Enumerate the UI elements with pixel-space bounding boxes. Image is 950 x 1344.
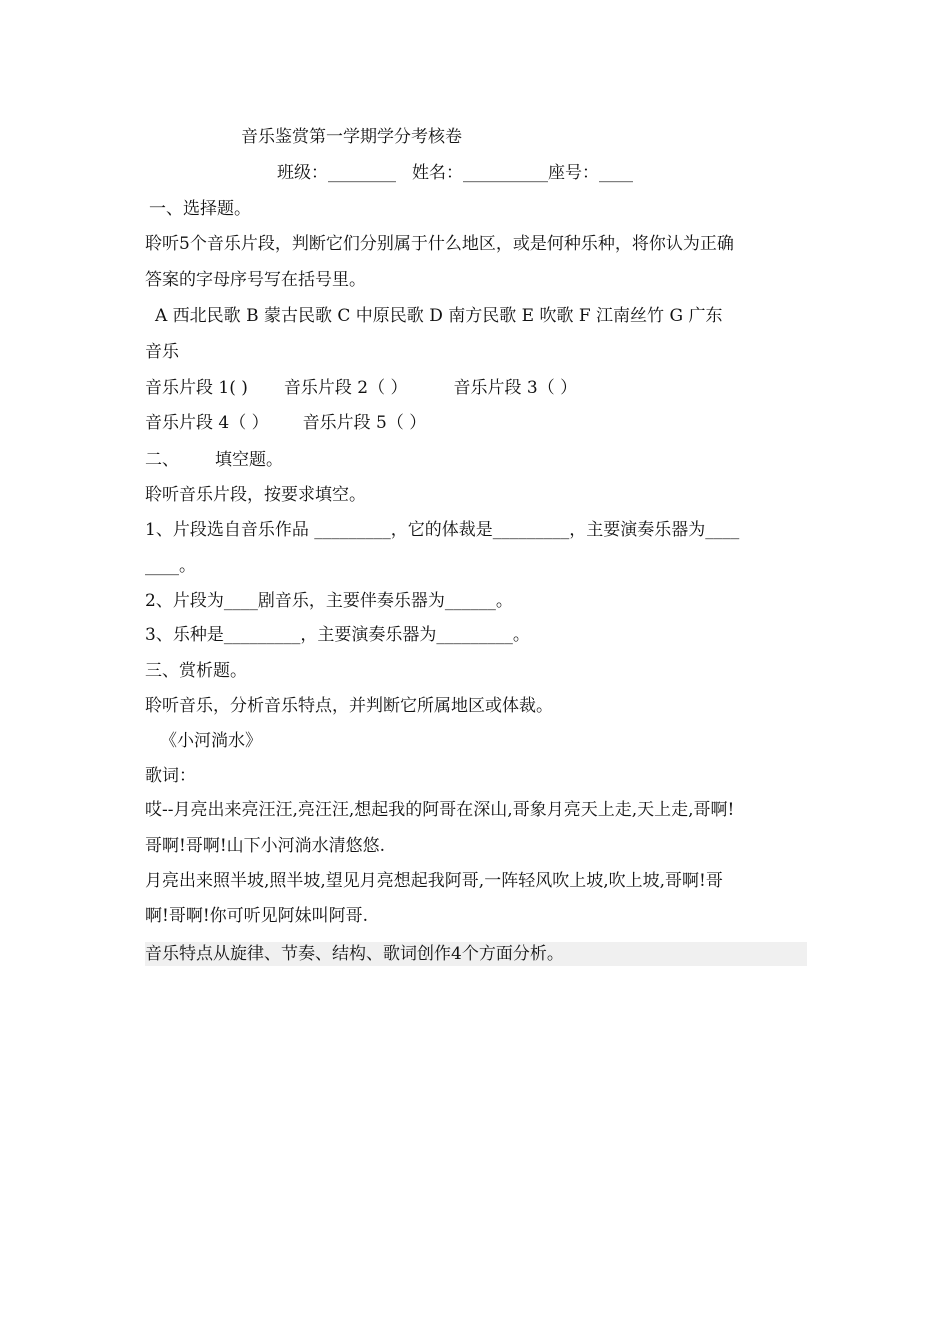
clip-item: 音乐片段 5（ ） (302, 413, 427, 433)
section1-instruction-line1: 聆听5个音乐片段，判断它们分别属于什么地区，或是何种乐种，将你认为正确 (145, 234, 734, 254)
lyrics-verse1-line1: 哎--月亮出来亮汪汪,亮汪汪,想起我的阿哥在深山,哥象月亮天上走,天上走,哥啊! (145, 800, 735, 820)
song-title: 《小河淌水》 (160, 731, 262, 751)
lyrics-label: 歌词： (145, 766, 196, 786)
fill-question-1-line1: 1、片段选自音乐作品 _________，它的体裁是_________，主要演奏乐器为____ (145, 520, 740, 540)
clip-item: 音乐片段 3（ ） (453, 378, 578, 398)
analysis-note: 音乐特点从旋律、节奏、结构、歌词创作4个方面分析。 (145, 942, 807, 966)
clip-row-2 (145, 411, 807, 435)
name-field: 姓名：__________ (412, 163, 548, 183)
lyrics-verse2-line1: 月亮出来照半坡,照半坡,望见月亮想起我阿哥,一阵轻风吹上坡,吹上坡,哥啊!哥 (145, 871, 723, 891)
page-title: 音乐鉴赏第一学期学分考核卷 (241, 127, 462, 147)
lyrics-verse1-line2: 哥啊!哥啊!山下小河淌水清悠悠. (145, 836, 386, 856)
seat-field: 座号：____ (548, 163, 633, 183)
fill-question-3: 3、乐种是_________，主要演奏乐器为_________。 (145, 625, 530, 645)
student-info-line (277, 161, 939, 185)
answer-options-line1: A 西北民歌 B 蒙古民歌 C 中原民歌 D 南方民歌 E 吹歌 F 江南丝竹 G 广东 (155, 306, 723, 326)
fill-question-2: 2、片段为____剧音乐，主要伴奏乐器为______。 (145, 591, 513, 611)
clip-item: 音乐片段 1( ) (145, 378, 248, 398)
section2-heading (145, 448, 807, 472)
class-field: 班级：________ (277, 163, 396, 183)
clip-row-1 (145, 376, 807, 400)
section1-instruction-line2: 答案的字母序号写在括号里。 (145, 270, 366, 290)
section3-instruction: 聆听音乐，分析音乐特点，并判断它所属地区或体裁。 (145, 696, 553, 716)
section2-number: 二、 (145, 450, 179, 470)
lyrics-verse2-line2: 啊!哥啊!你可听见阿妹叫阿哥. (145, 906, 369, 926)
section2-title: 填空题。 (215, 450, 283, 470)
answer-options-line2: 音乐 (145, 342, 179, 362)
section3-heading: 三、赏析题。 (145, 661, 247, 681)
section1-heading: 一、选择题。 (149, 199, 251, 219)
clip-item: 音乐片段 4（ ） (145, 413, 269, 433)
fill-question-1-line2: ____。 (145, 556, 196, 576)
clip-item: 音乐片段 2（ ） (283, 378, 408, 398)
section2-instruction: 聆听音乐片段，按要求填空。 (145, 485, 366, 505)
